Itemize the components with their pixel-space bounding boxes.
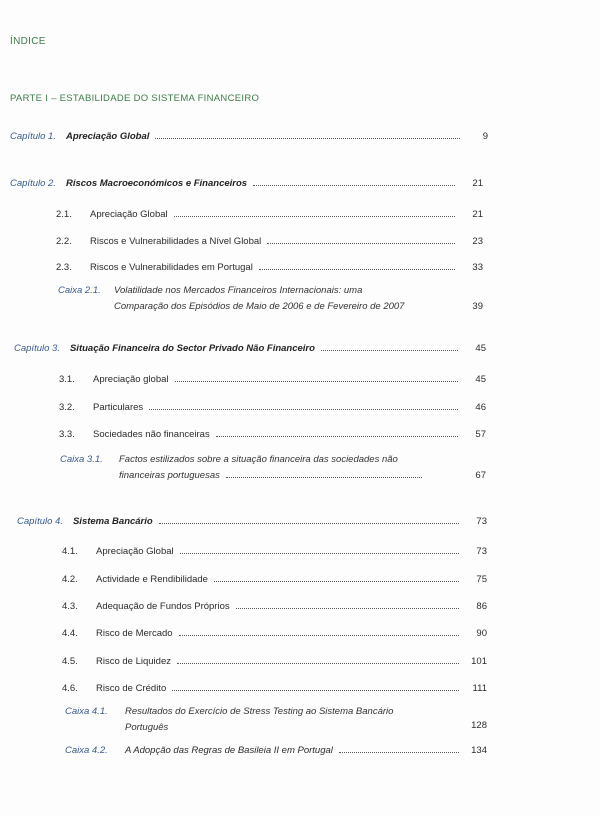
section-number: 4.6. [62, 683, 78, 694]
box-label: Caixa 2.1. [58, 285, 101, 296]
toc-box-2-1[interactable] [58, 283, 483, 317]
page-number: 45 [475, 343, 486, 354]
dot-leader [339, 752, 459, 753]
chapter-prefix: Capítulo [10, 131, 46, 142]
chapter-title: Sistema Bancário [72, 516, 153, 527]
toc-chapter-1[interactable] [10, 128, 488, 142]
section-number: 4.5. [62, 656, 78, 667]
section-title: Sociedades não financeiras [93, 429, 210, 440]
page-number: 73 [476, 516, 487, 527]
box-title-line1: Volatilidade nos Mercados Financeiros Internacionais: uma [114, 285, 363, 296]
page-number: 33 [472, 262, 483, 273]
page-number: 46 [475, 402, 486, 413]
page-number: 67 [475, 470, 486, 481]
dot-leader [155, 138, 460, 139]
dot-leader [267, 243, 455, 244]
section-number: 3.2. [59, 402, 75, 413]
section-title: Actividade e Rendibilidade [96, 574, 208, 585]
box-title-line2: Português [125, 722, 169, 733]
section-title: Apreciação Global [90, 209, 168, 220]
dot-leader [172, 690, 459, 691]
page-number: 101 [471, 656, 487, 667]
box-title-line1: Resultados do Exercício de Stress Testing ao Sistema Bancário [125, 706, 394, 717]
box-label: Caixa 4.1. [65, 706, 108, 717]
page-number: 21 [472, 178, 483, 189]
toc-chapter-2[interactable] [10, 175, 483, 189]
section-title: Riscos e Vulnerabilidades em Portugal [90, 262, 253, 273]
section-title: Apreciação Global [96, 546, 174, 557]
dot-leader [180, 553, 459, 554]
dot-leader [236, 608, 459, 609]
page-number: 86 [476, 601, 487, 612]
dot-leader [214, 581, 459, 582]
toc-section-4-5[interactable] [62, 653, 487, 667]
dot-leader [253, 185, 455, 186]
section-title: Risco de Mercado [96, 628, 173, 639]
box-title-line2: Comparação dos Episódios de Maio de 2006 e de Fevereiro de 2007 [114, 301, 405, 312]
toc-section-3-3[interactable] [59, 426, 486, 440]
page-number: 128 [471, 720, 487, 731]
section-title: Apreciação global [93, 374, 169, 385]
toc-section-2-1[interactable] [56, 206, 483, 220]
page-number: 75 [476, 574, 487, 585]
toc-section-2-3[interactable] [56, 259, 483, 273]
dot-leader [149, 409, 458, 410]
section-number: 3.3. [59, 429, 75, 440]
box-title-line2: financeiras portuguesas [119, 470, 220, 481]
box-title-line1: Factos estilizados sobre a situação financeira das sociedades não [119, 454, 398, 465]
toc-chapter-4[interactable] [17, 513, 487, 527]
section-number: 2.2. [56, 236, 72, 247]
toc-section-4-4[interactable] [62, 625, 487, 639]
toc-section-4-6[interactable] [62, 680, 487, 694]
page-number: 111 [472, 683, 487, 694]
page-number: 134 [471, 745, 487, 756]
dot-leader [174, 216, 455, 217]
toc-box-3-1[interactable] [60, 452, 486, 486]
section-number: 2.1. [56, 209, 72, 220]
section-title: Adequação de Fundos Próprios [96, 601, 230, 612]
toc-section-2-2[interactable] [56, 233, 483, 247]
page-number: 21 [472, 209, 483, 220]
dot-leader [159, 523, 459, 524]
chapter-prefix: Capítulo [17, 516, 53, 527]
box-label: Caixa 3.1. [60, 454, 103, 465]
dot-leader [175, 381, 458, 382]
section-number: 2.3. [56, 262, 72, 273]
chapter-number: 3. [52, 343, 60, 354]
chapter-number: 1. [48, 131, 56, 142]
toc-chapter-3[interactable] [14, 340, 486, 354]
section-number: 4.1. [62, 546, 78, 557]
section-title: Risco de Liquidez [96, 656, 171, 667]
toc-section-3-1[interactable] [59, 371, 486, 385]
page-number: 90 [476, 628, 487, 639]
section-number: 4.3. [62, 601, 78, 612]
chapter-title: Riscos Macroeconómicos e Financeiros [65, 178, 248, 189]
page-number: 39 [472, 301, 483, 312]
dot-leader [259, 269, 455, 270]
toc-section-4-1[interactable] [62, 543, 487, 557]
section-title: Particulares [93, 402, 144, 413]
section-title: Risco de Crédito [96, 683, 167, 694]
toc-section-4-2[interactable] [62, 571, 487, 585]
dot-leader [177, 663, 459, 664]
chapter-number: 4. [55, 516, 63, 527]
box-label: Caixa 4.2. [65, 745, 108, 756]
part-heading: PARTE I – ESTABILIDADE DO SISTEMA FINANCEIRO [10, 93, 260, 104]
page-number: 9 [482, 131, 488, 142]
toc-box-4-2[interactable] [65, 742, 487, 756]
index-title: ÍNDICE [10, 36, 46, 47]
box-title-line1: A Adopção das Regras de Basileia II em Portugal [125, 745, 333, 756]
page-number: 57 [475, 429, 486, 440]
toc-section-4-3[interactable] [62, 598, 487, 612]
page-number: 45 [475, 374, 486, 385]
page-number: 73 [476, 546, 487, 557]
chapter-title: Situação Financeira do Sector Privado Não Financeiro [69, 343, 315, 354]
dot-leader [216, 436, 458, 437]
section-number: 4.2. [62, 574, 78, 585]
chapter-prefix: Capítulo [10, 178, 46, 189]
page-number: 23 [472, 236, 483, 247]
toc-section-3-2[interactable] [59, 399, 486, 413]
dot-leader [179, 635, 459, 636]
chapter-title: Apreciação Global [65, 131, 150, 142]
dot-leader [321, 350, 458, 351]
section-number: 3.1. [59, 374, 75, 385]
chapter-number: 2. [48, 178, 56, 189]
toc-box-4-1[interactable] [65, 704, 487, 738]
section-number: 4.4. [62, 628, 78, 639]
dot-leader [226, 476, 422, 478]
chapter-prefix: Capítulo [14, 343, 50, 354]
section-title: Riscos e Vulnerabilidades a Nível Global [90, 236, 262, 247]
